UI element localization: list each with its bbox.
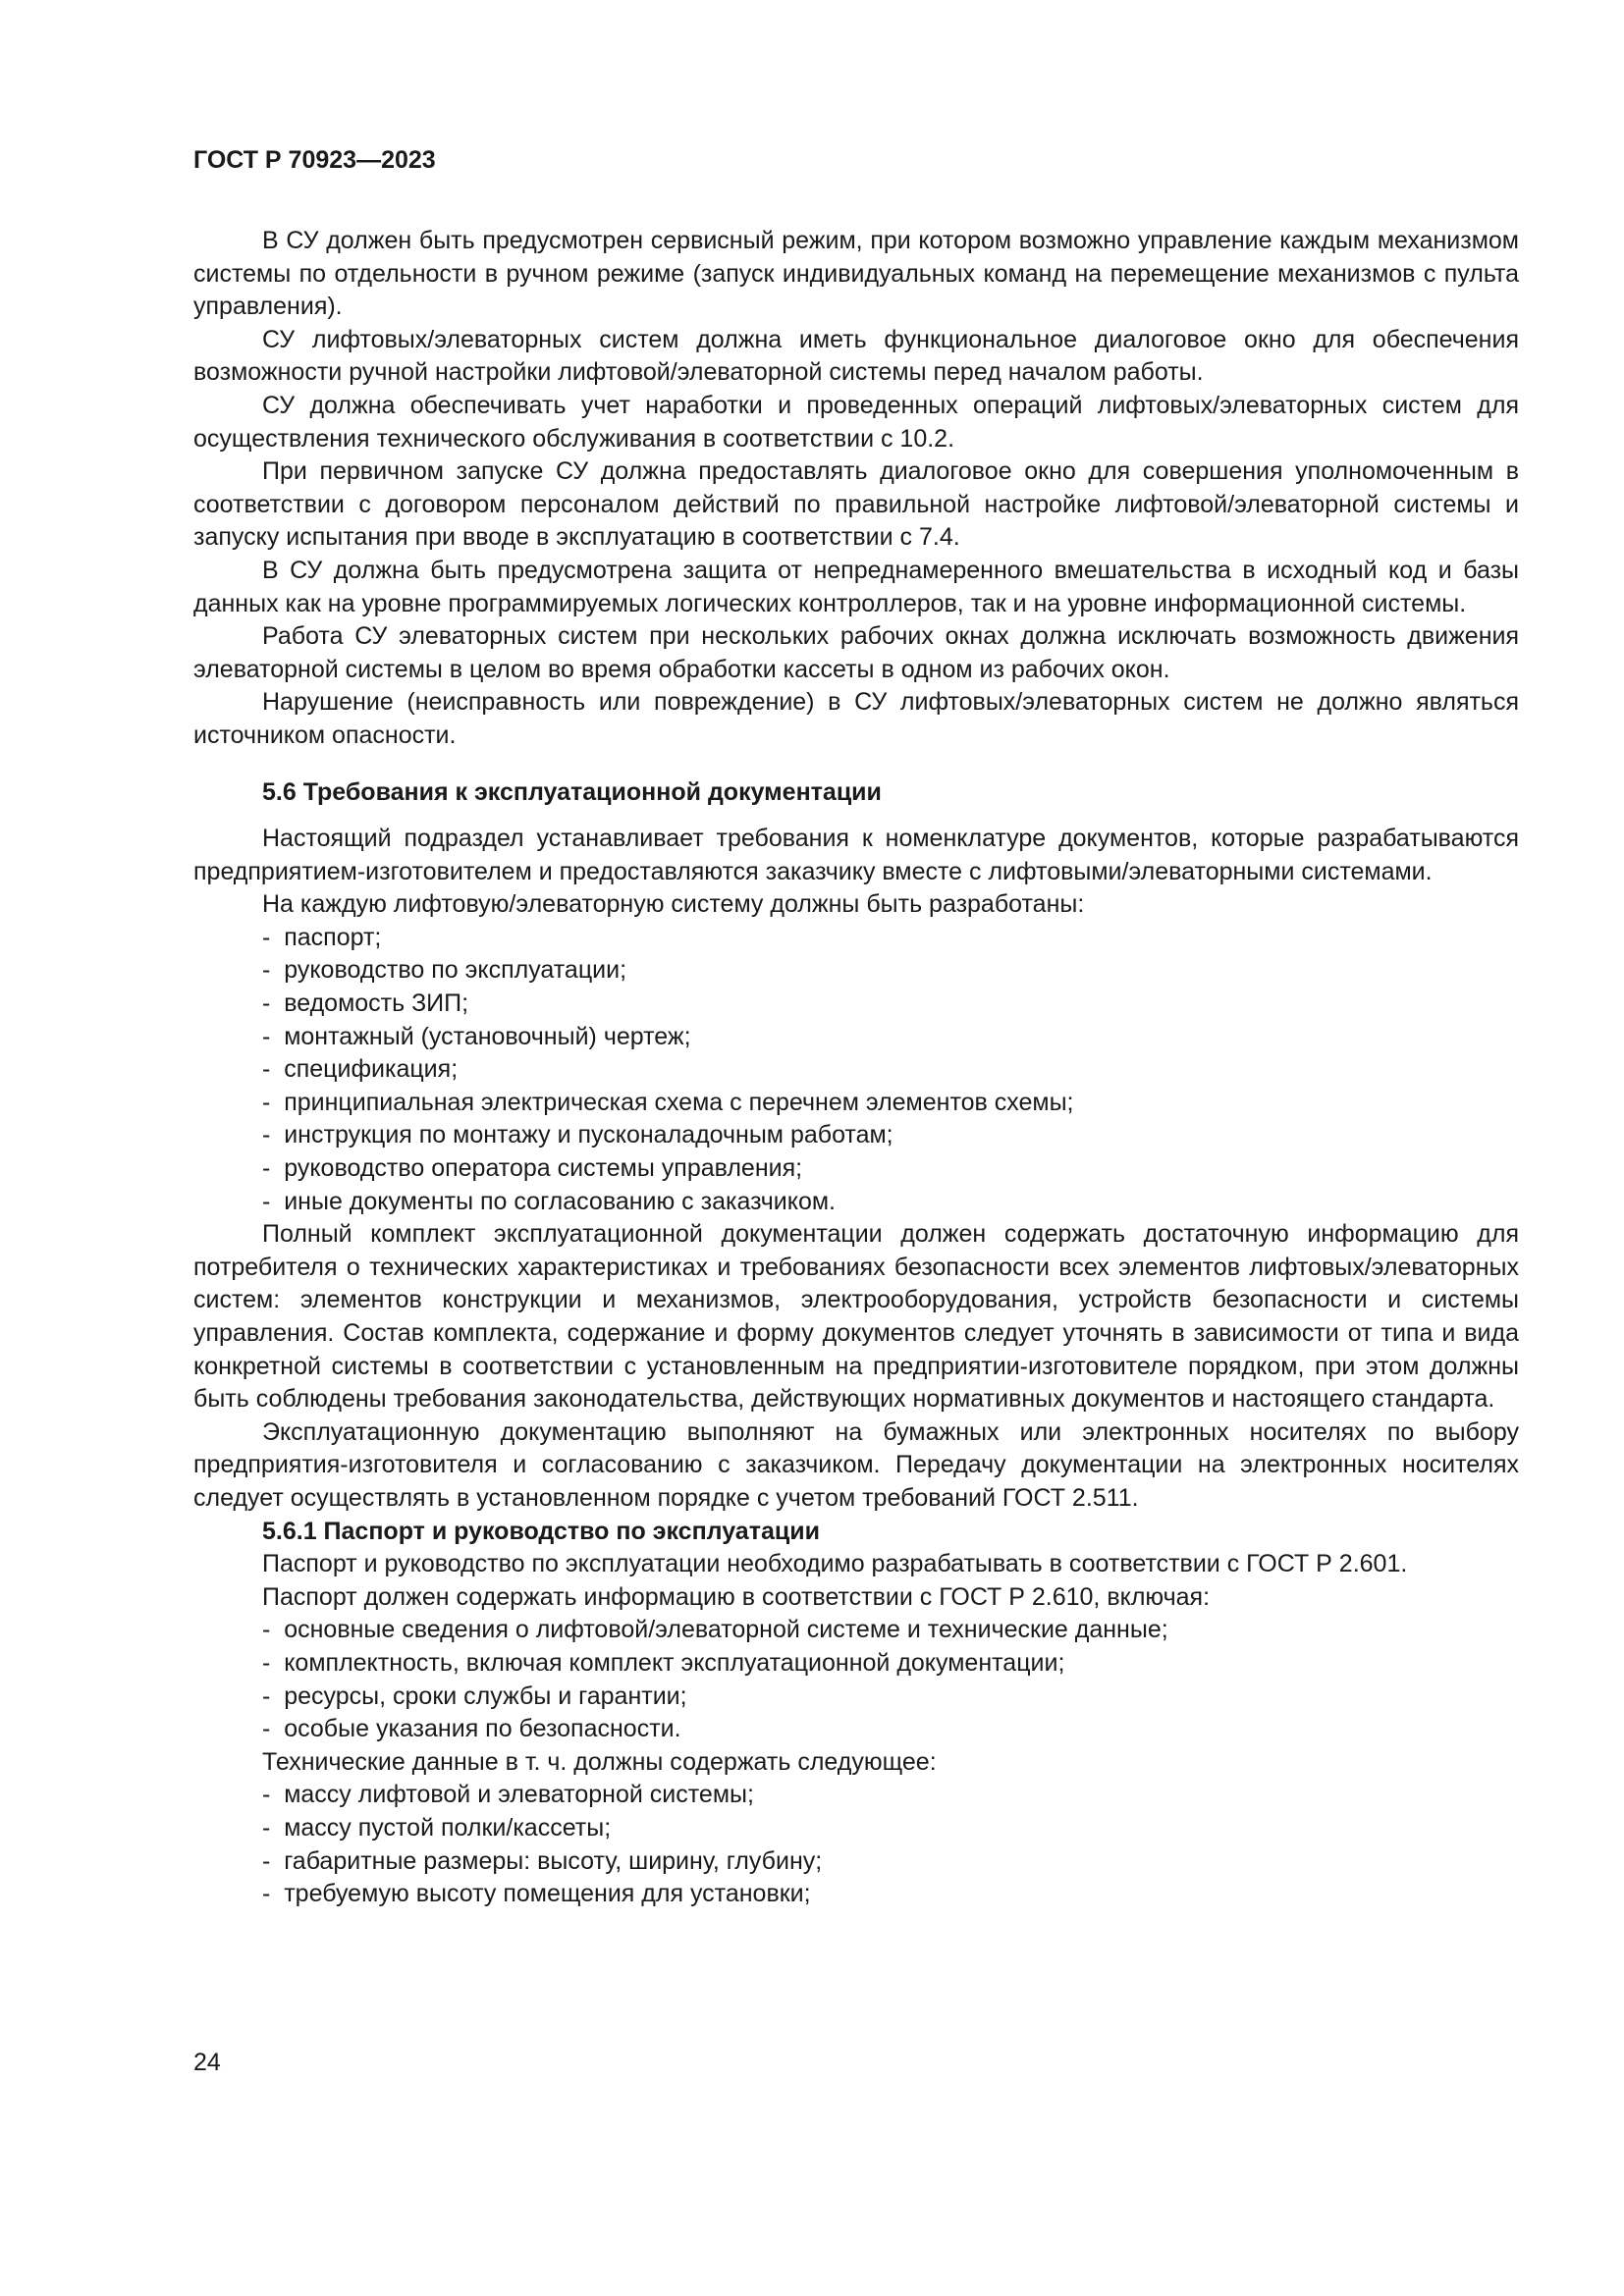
- paragraph-tech-lead: Технические данные в т. ч. должны содержать следующее:: [262, 1747, 937, 1776]
- list-item: - спецификация;: [262, 1053, 1519, 1087]
- list-item: - основные сведения о лифтовой/элеваторной системе и технические данные;: [262, 1614, 1519, 1647]
- section-heading-5-6: 5.6 Требования к эксплуатационной документации: [262, 777, 882, 806]
- paragraph-work-windows: Работа СУ элеваторных систем при нескольких рабочих окнах должна исключать возможность движения элеваторной системы в целом во время обработки кассеты в одном из рабочих окон.: [193, 622, 1519, 683]
- section-heading-5-6-1: 5.6.1 Паспорт и руководство по эксплуатации: [262, 1517, 820, 1545]
- passport-items-list: [193, 1614, 1519, 1745]
- paragraph-service-mode: В СУ должен быть предусмотрен сервисный режим, при котором возможно управление каждым механизмом системы по отдельности в ручном режиме (запуск индивидуальных команд на перемещение механизмов с пульта управления).: [193, 227, 1519, 321]
- list-item: - руководство по эксплуатации;: [262, 954, 1519, 988]
- list-item: - ведомость ЗИП;: [262, 988, 1519, 1021]
- list-item: - массу лифтовой и элеваторной системы;: [262, 1779, 1519, 1812]
- paragraph-5-6-1-intro: Паспорт и руководство по эксплуатации необходимо разрабатывать в соответствии с ГОСТ Р 2.601.: [262, 1550, 1408, 1578]
- documents-list: [193, 922, 1519, 1218]
- document-header: ГОСТ Р 70923—2023: [193, 146, 436, 174]
- list-item: - комплектность, включая комплект эксплуатационной документации;: [262, 1647, 1519, 1681]
- paragraph-passport-lead: Паспорт должен содержать информацию в соответствии с ГОСТ Р 2.610, включая:: [262, 1582, 1211, 1611]
- paragraph-dialog-window: СУ лифтовых/элеваторных систем должна иметь функциональное диалоговое окно для обеспечения возможности ручной настройки лифтовой/элеваторной системы перед началом работы.: [193, 325, 1519, 387]
- list-item: - особые указания по безопасности.: [262, 1713, 1519, 1746]
- list-item: - инструкция по монтажу и пусконаладочным работам;: [262, 1119, 1519, 1152]
- document-body: [193, 225, 1519, 1911]
- list-item: - массу пустой полки/кассеты;: [262, 1812, 1519, 1845]
- paragraph-failure-safety: Нарушение (неисправность или повреждение) в СУ лифтовых/элеваторных систем не должно являться источником опасности.: [193, 688, 1519, 749]
- paragraph-operating-time: СУ должна обеспечивать учет наработки и проведенных операций лифтовых/элеваторных систем для осуществления технического обслуживания в соответствии с 10.2.: [193, 391, 1519, 453]
- list-item: - паспорт;: [262, 922, 1519, 955]
- list-item: - принципиальная электрическая схема с перечнем элементов схемы;: [262, 1087, 1519, 1120]
- paragraph-5-6-list-lead: На каждую лифтовую/элеваторную систему должны быть разработаны:: [262, 890, 1085, 919]
- paragraph-first-start: При первичном запуске СУ должна предоставлять диалоговое окно для совершения уполномоченным в соответствии с договором персоналом действий по правильной настройке лифтовой/элеваторной системы и запуску испытания при вводе в эксплуатацию в соответствии с 7.4.: [193, 457, 1519, 552]
- paragraph-5-6-intro: Настоящий подраздел устанавливает требования к номенклатуре документов, которые разрабатываются предприятием-изготовителем и предоставляются заказчику вместе с лифтовыми/элеваторными системами.: [193, 825, 1519, 885]
- list-item: - руководство оператора системы управления;: [262, 1152, 1519, 1186]
- page-number: 24: [193, 2049, 221, 2076]
- list-item: - ресурсы, сроки службы и гарантии;: [262, 1681, 1519, 1714]
- list-item: - иные документы по согласованию с заказчиком.: [262, 1186, 1519, 1219]
- tech-items-list: [193, 1779, 1519, 1910]
- spacer: [193, 753, 1519, 776]
- paragraph-code-protection: В СУ должна быть предусмотрена защита от непреднамеренного вмешательства в исходный код и базы данных как на уровне программируемых логических контроллеров, так и на уровне информационной системы.: [193, 556, 1519, 617]
- spacer: [193, 809, 1519, 823]
- paragraph-media: Эксплуатационную документацию выполняют на бумажных или электронных носителях по выбору предприятия-изготовителя и согласованию с заказчиком. Передачу документации на электронных носителях следует осуществлять в установленном порядке с учетом требований ГОСТ 2.511.: [193, 1417, 1519, 1512]
- list-item: - монтажный (установочный) чертеж;: [262, 1021, 1519, 1054]
- list-item: - требуемую высоту помещения для установки;: [262, 1878, 1519, 1911]
- list-item: - габаритные размеры: высоту, ширину, глубину;: [262, 1845, 1519, 1879]
- paragraph-completeness: Полный комплект эксплуатационной документации должен содержать достаточную информацию для потребителя о технических характеристиках и требованиях безопасности всех элементов лифтовых/элеваторных систем: элементов конструкции и механизмов, электрооборудования, устройств безопасности и системы управления. Состав комплекта, содержание и форму документов следует уточнять в зависимости от типа и вида конкретной системы в соответствии с установленным на предприятии-изготовителе порядком, при этом должны быть соблюдены требования законодательства, действующих нормативных документов и настоящего стандарта.: [193, 1220, 1519, 1414]
